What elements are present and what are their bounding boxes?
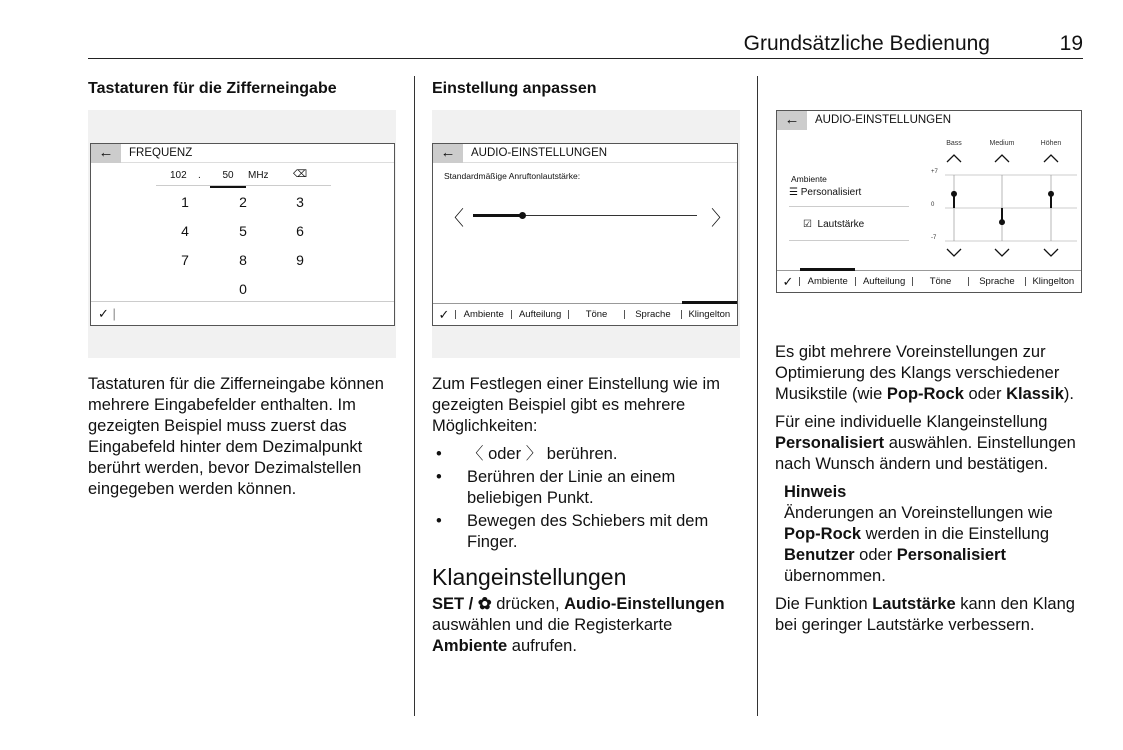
chevron-down-icon[interactable] (947, 249, 961, 256)
chevron-up-icon[interactable] (1044, 155, 1058, 162)
key-5[interactable]: 5 (239, 223, 247, 239)
text-span: ). (1063, 385, 1074, 403)
text-bold: Ambiente (432, 637, 508, 655)
text: auswählen und die Registerkarte (432, 616, 673, 634)
section-title: Klangeinstellungen (432, 564, 627, 590)
ambiente-label: Ambiente (791, 174, 827, 184)
band-label: Medium (989, 140, 1015, 147)
screen-title: FREQUENZ (129, 147, 193, 159)
setting-label: Standardmäßige Anruftonlautstärke: (444, 171, 581, 181)
confirm-check-icon[interactable]: ✓ (438, 306, 450, 322)
integer-field[interactable]: 102 (170, 170, 187, 181)
section-heading: Tastaturen für die Zifferneingabe (88, 80, 337, 97)
decimal-point: . (198, 170, 201, 181)
preset-selector[interactable] (789, 187, 909, 207)
volume-slider[interactable] (473, 215, 697, 216)
preset-value: Personalisiert (800, 187, 862, 198)
text-span: Personalisiert (896, 546, 1006, 564)
list-item: • 〈 oder 〉 berühren. (432, 444, 742, 465)
backspace-icon[interactable]: ⌫ (293, 169, 308, 180)
list-item: • Bewegen des Schiebers mit dem Finger. (432, 511, 742, 553)
text-span: auswählen. Einstellungen nach Wunsch ändern und bestätigen. (775, 434, 1076, 473)
column-divider (757, 76, 758, 716)
tab-aufteilung[interactable]: Aufteilung (862, 276, 906, 287)
frequency-screen: ← FREQUENZ 102 . 50 MHz ⌫ 1 2 3 4 5 6 7 8 9 0 ✓ | (90, 143, 395, 326)
list-item: • Berühren der Linie an einem beliebigen Punkt. (432, 467, 742, 509)
text-span: Änderungen an Voreinstellungen wie (784, 504, 1053, 522)
page-header (88, 30, 1083, 59)
note-title: Hinweis (784, 483, 847, 501)
band-knob (951, 191, 957, 197)
slider-knob[interactable] (519, 212, 526, 219)
tab-sprache[interactable]: Sprache (635, 309, 671, 320)
text-span: Benutzer (784, 546, 855, 564)
band-label: Höhen (1040, 140, 1062, 147)
page-number: 19 (1059, 32, 1083, 55)
chevron-down-icon[interactable] (1044, 249, 1058, 256)
band-label: Bass (946, 140, 962, 147)
tab-toene[interactable]: Töne (929, 276, 952, 287)
band-knob (1048, 191, 1054, 197)
tab-sprache[interactable]: Sprache (979, 276, 1015, 287)
text-span: Pop-Rock (784, 525, 862, 543)
loudness-label: Lautstärke (817, 219, 865, 230)
text: drücken, (491, 595, 565, 613)
tab-klingelton[interactable]: Klingelton (1032, 276, 1075, 287)
slider-fill (473, 214, 522, 217)
confirm-check-icon[interactable]: ✓ (98, 306, 109, 321)
key-6[interactable]: 6 (296, 223, 304, 239)
tab-toene[interactable]: Töne (585, 309, 608, 320)
text-span: Die Funktion (775, 595, 873, 613)
text-span: Pop-Rock (886, 385, 964, 403)
text-span: übernommen. (784, 567, 886, 585)
chevron-left-icon[interactable]: 〈 (444, 208, 464, 230)
tab-bar (433, 303, 737, 325)
column-2-text (432, 374, 742, 657)
tab-aufteilung[interactable]: Aufteilung (518, 309, 562, 320)
checkbox-checked-icon: ☑ (803, 219, 812, 230)
back-arrow-icon[interactable]: ← (91, 144, 121, 163)
tab-bar (777, 270, 1081, 292)
gear-icon: ✿ (477, 595, 492, 613)
text-span: kann den Klang bei geringer Lautstärke verbessern. (775, 595, 1075, 634)
tab-ambiente-active[interactable]: Ambiente (800, 276, 855, 287)
equalizer[interactable] (917, 135, 1082, 265)
paragraph (775, 412, 1085, 475)
key-4[interactable]: 4 (181, 223, 189, 239)
column-divider (414, 76, 415, 716)
chevron-down-icon[interactable] (995, 249, 1009, 256)
list-icon: ☰ (789, 187, 798, 198)
chevron-right-icon[interactable]: 〉 (711, 208, 731, 230)
text-span: werden in die Einstellung (861, 525, 1050, 543)
audio-ambiente-screen (776, 110, 1082, 293)
tab-klingelton-active[interactable]: Klingelton (682, 309, 737, 320)
band-knob (999, 219, 1005, 225)
text-bold: SET / (432, 595, 478, 613)
text-span: oder (963, 385, 1007, 403)
body-text: Tastaturen für die Zifferneingabe können mehrere Eingabefelder enthalten. Im gezeigten Beispiel muss zuerst das Eingabefeld hinter dem Dezimalpunkt berührt werden, bevor Dezimalstellen eingegeben werden können. (88, 375, 384, 498)
text-span: Für eine individuelle Klangeinstellung (775, 413, 1048, 431)
screen-title: AUDIO-EINSTELLUNGEN (471, 147, 608, 159)
text: aufrufen. (507, 637, 577, 655)
loudness-checkbox[interactable] (789, 219, 909, 241)
chevron-up-icon[interactable] (995, 155, 1009, 162)
tab-ambiente[interactable]: Ambiente (463, 309, 504, 320)
key-2[interactable]: 2 (239, 194, 247, 210)
chevron-up-icon[interactable] (947, 155, 961, 162)
tick-label: +7 (931, 169, 938, 175)
key-8[interactable]: 8 (239, 252, 247, 268)
decimal-field[interactable]: 50 (210, 170, 246, 188)
header-title: Grundsätzliche Bedienung (743, 32, 990, 55)
intro-text: Zum Festlegen einer Einstellung wie im gezeigten Beispiel gibt es mehrere Möglichkeiten: (432, 375, 720, 435)
text-span: oder (854, 546, 897, 564)
key-7[interactable]: 7 (181, 252, 189, 268)
back-arrow-icon[interactable]: ← (777, 111, 807, 130)
key-9[interactable]: 9 (296, 252, 304, 268)
text-span: Klassik (1006, 385, 1064, 403)
text-bold: Audio-Einstellungen (564, 595, 725, 613)
bullet-list (432, 444, 742, 553)
section-heading: Einstellung anpassen (432, 80, 597, 97)
note (775, 482, 1085, 587)
text-span: Es gibt mehrere Voreinstellungen zur Optimierung des Klangs verschiedener Musikstile (wie (775, 343, 1060, 403)
text-span: Personalisiert (775, 434, 885, 452)
confirm-check-icon[interactable]: ✓ (782, 273, 794, 289)
key-1[interactable]: 1 (181, 194, 189, 210)
tick-label: 0 (931, 202, 935, 208)
back-arrow-icon[interactable]: ← (433, 144, 463, 163)
key-0[interactable]: 0 (239, 281, 247, 297)
paragraph (775, 342, 1085, 405)
text-span: Lautstärke (872, 595, 956, 613)
tick-label: -7 (931, 235, 937, 241)
unit-label: MHz (248, 170, 269, 181)
audio-slider-screen (432, 143, 738, 326)
column-3-text (775, 342, 1085, 643)
key-3[interactable]: 3 (296, 194, 304, 210)
paragraph (775, 594, 1085, 636)
screen-title: AUDIO-EINSTELLUNGEN (815, 114, 952, 126)
